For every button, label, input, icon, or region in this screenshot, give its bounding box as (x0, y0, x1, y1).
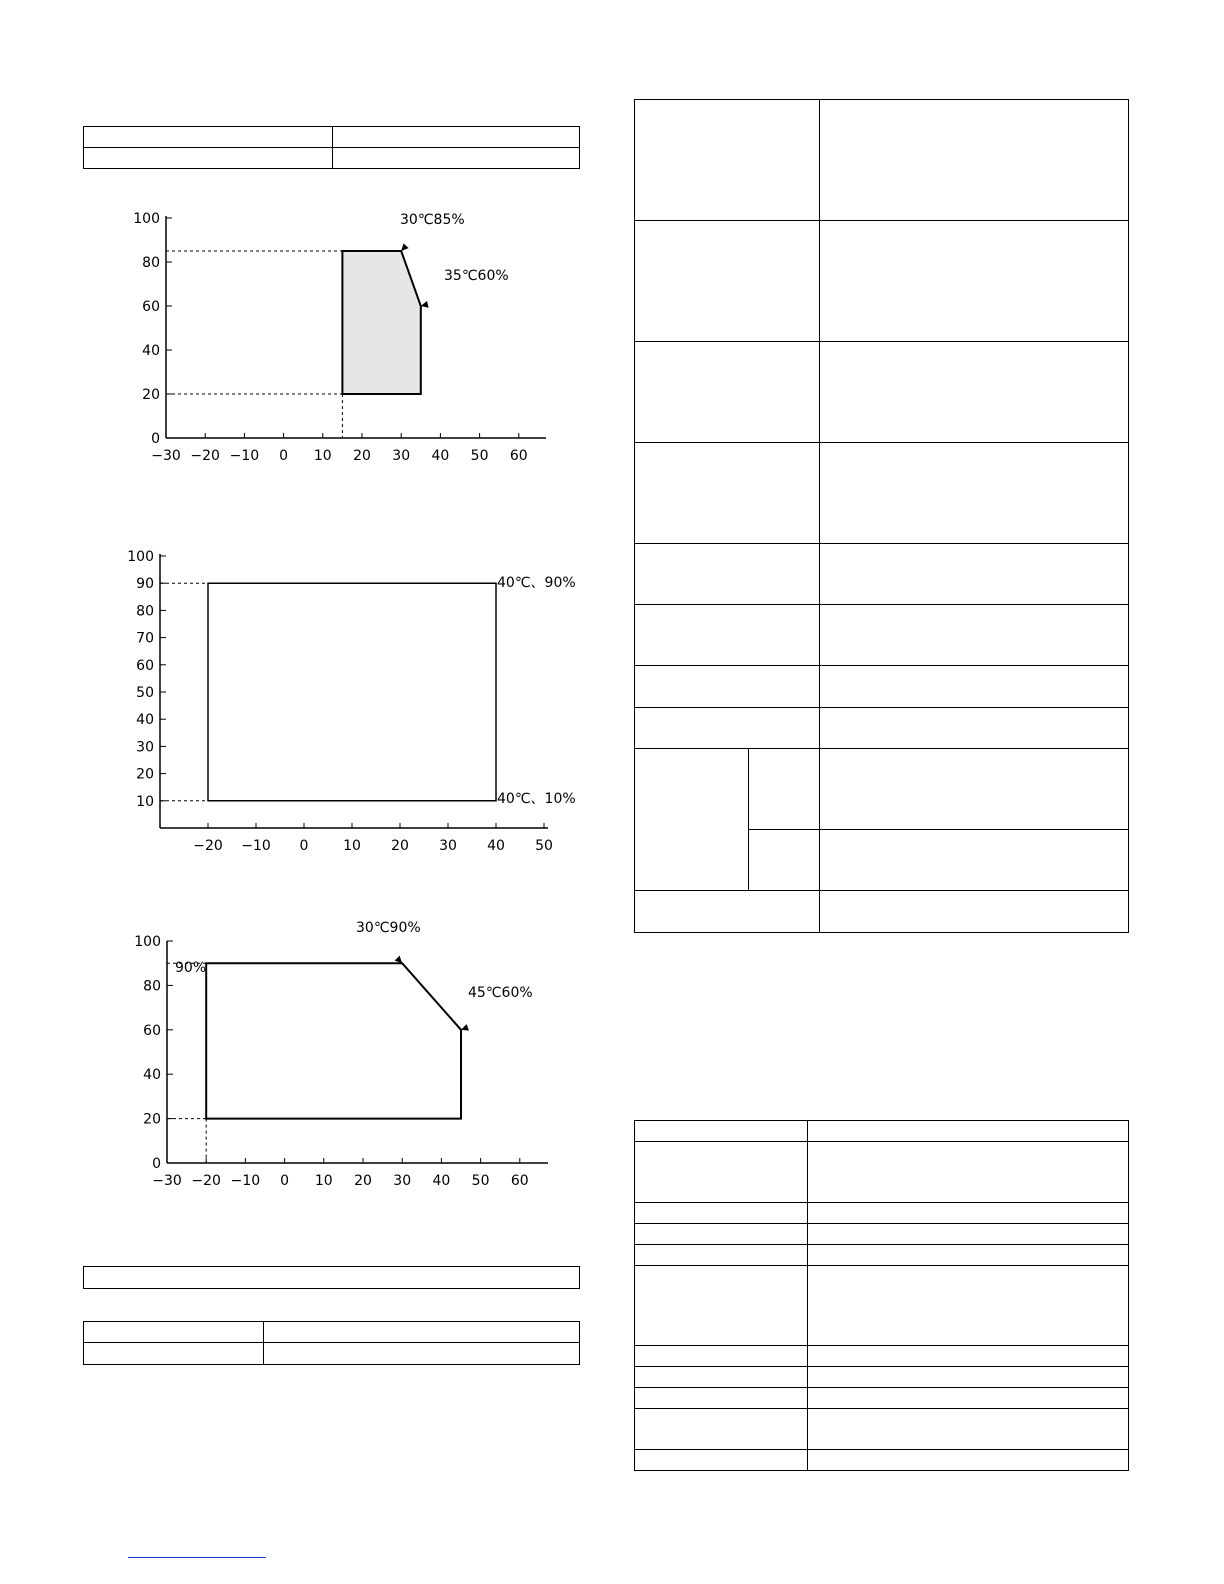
table-cell (635, 221, 820, 342)
table-cell (635, 605, 820, 666)
x-tick-label: 30 (392, 448, 411, 464)
y-tick-label: 60 (143, 1022, 161, 1039)
y-tick-label: 100 (127, 549, 154, 565)
x-tick-label: 10 (343, 838, 361, 854)
right-spec-table (634, 99, 1129, 933)
y-tick-label: 50 (136, 685, 154, 701)
table-cell (635, 1450, 808, 1471)
y-tick-label: 20 (143, 1111, 161, 1128)
table-cell (635, 1367, 808, 1388)
table-cell (820, 830, 1129, 891)
x-tick-label: −20 (193, 838, 223, 854)
table-cell (820, 221, 1129, 342)
annotation-arrowhead (421, 301, 429, 308)
annotation-arrowhead (401, 243, 408, 251)
y-tick-label: 10 (136, 793, 154, 810)
y-tick-label: 20 (136, 766, 154, 783)
annotation-label: 40℃、10% (497, 791, 576, 807)
table-cell (808, 1388, 1129, 1409)
x-tick-label: 40 (487, 838, 505, 854)
x-tick-label: 40 (431, 448, 450, 464)
region-polygon (208, 583, 496, 801)
y-tick-label: 100 (133, 211, 160, 227)
x-tick-label: 30 (393, 1173, 412, 1189)
annotation-label: 35℃60% (444, 268, 509, 284)
y-tick-label: 90 (136, 576, 154, 593)
x-tick-label: 20 (354, 1173, 372, 1189)
x-tick-label: 60 (510, 1173, 529, 1189)
table-cell (635, 1142, 808, 1203)
x-tick-label: 50 (535, 838, 553, 854)
table-cell (820, 443, 1129, 544)
region-polygon (342, 251, 420, 394)
table-cell (635, 1245, 808, 1266)
y-tick-label: 40 (143, 1067, 161, 1084)
table-cell (808, 1346, 1129, 1367)
x-tick-label: 20 (353, 448, 371, 464)
table-cell (808, 1142, 1129, 1203)
table-cell (635, 100, 820, 221)
table-cell (635, 891, 820, 933)
table-cell (635, 666, 820, 708)
x-tick-label: −20 (191, 1173, 221, 1189)
right-bottom-table (634, 1120, 1129, 1471)
table-cell (820, 666, 1129, 708)
y-tick-label: 20 (142, 387, 160, 403)
x-tick-label: 60 (509, 448, 528, 464)
y-tick-label: 60 (142, 299, 160, 315)
x-tick-label: 0 (280, 1173, 290, 1189)
y-tick-label: 0 (152, 1156, 161, 1172)
chart-1 (133, 211, 546, 464)
table-cell (635, 1409, 808, 1450)
x-tick-label: −10 (230, 1173, 261, 1189)
x-tick-label: 50 (470, 448, 489, 464)
table-cell (820, 544, 1129, 605)
x-tick-label: 0 (279, 448, 289, 464)
table-cell (749, 830, 820, 891)
y-tick-label: 60 (136, 657, 154, 674)
table-cell (820, 342, 1129, 443)
annotation-label: 45℃60% (468, 985, 533, 1001)
footer-link-underline (128, 1557, 266, 1558)
table-cell (808, 1224, 1129, 1245)
x-tick-label: −30 (151, 448, 181, 464)
y-tick-label: 100 (134, 934, 161, 950)
table-cell (820, 708, 1129, 749)
chart-3 (134, 920, 548, 1189)
table-cell (635, 1203, 808, 1224)
region-polygon (206, 963, 461, 1118)
annotation-label: 30℃85% (400, 212, 465, 228)
annotation-label: 30℃90% (356, 920, 421, 936)
x-tick-label: 20 (391, 838, 409, 854)
table-cell (635, 749, 749, 891)
table-cell (635, 1266, 808, 1346)
table-cell (808, 1409, 1129, 1450)
table-cell (808, 1450, 1129, 1471)
x-tick-label: 10 (314, 1173, 333, 1189)
table-cell (635, 342, 820, 443)
table-cell (820, 100, 1129, 221)
table-cell (635, 1121, 808, 1142)
x-tick-label: −30 (152, 1173, 182, 1189)
x-tick-label: 10 (313, 448, 332, 464)
table-cell (808, 1203, 1129, 1224)
table-cell (808, 1266, 1129, 1346)
table-cell (635, 443, 820, 544)
table-cell (808, 1367, 1129, 1388)
y-tick-label: 0 (151, 431, 160, 447)
x-tick-label: 0 (299, 838, 309, 854)
table-cell (635, 544, 820, 605)
chart-2 (127, 549, 575, 854)
x-tick-label: −10 (241, 838, 271, 854)
x-tick-label: −10 (229, 448, 260, 464)
table-cell (820, 605, 1129, 666)
y-tick-label: 40 (142, 343, 160, 359)
table-cell (808, 1121, 1129, 1142)
table-cell (635, 1388, 808, 1409)
y-tick-label: 70 (136, 630, 154, 647)
y-tick-label: 40 (136, 712, 154, 729)
x-tick-label: 30 (439, 838, 457, 854)
y-tick-label: 80 (143, 978, 161, 995)
annotation-arrowhead (395, 956, 403, 964)
y-tick-label: 80 (142, 255, 160, 271)
x-tick-label: −20 (190, 448, 220, 464)
annotation-label: 90% (175, 960, 207, 976)
x-tick-label: 40 (432, 1173, 451, 1189)
annotation-arrowhead (461, 1024, 469, 1031)
x-tick-label: 50 (471, 1173, 490, 1189)
table-cell (820, 749, 1129, 830)
annotation-label: 40℃、90% (497, 575, 576, 591)
y-tick-label: 80 (136, 603, 154, 620)
table-cell (635, 1224, 808, 1245)
table-cell (635, 708, 820, 749)
table-cell (808, 1245, 1129, 1266)
table-cell (820, 891, 1129, 933)
table-cell (635, 1346, 808, 1367)
y-tick-label: 30 (136, 739, 154, 756)
table-cell (749, 749, 820, 830)
